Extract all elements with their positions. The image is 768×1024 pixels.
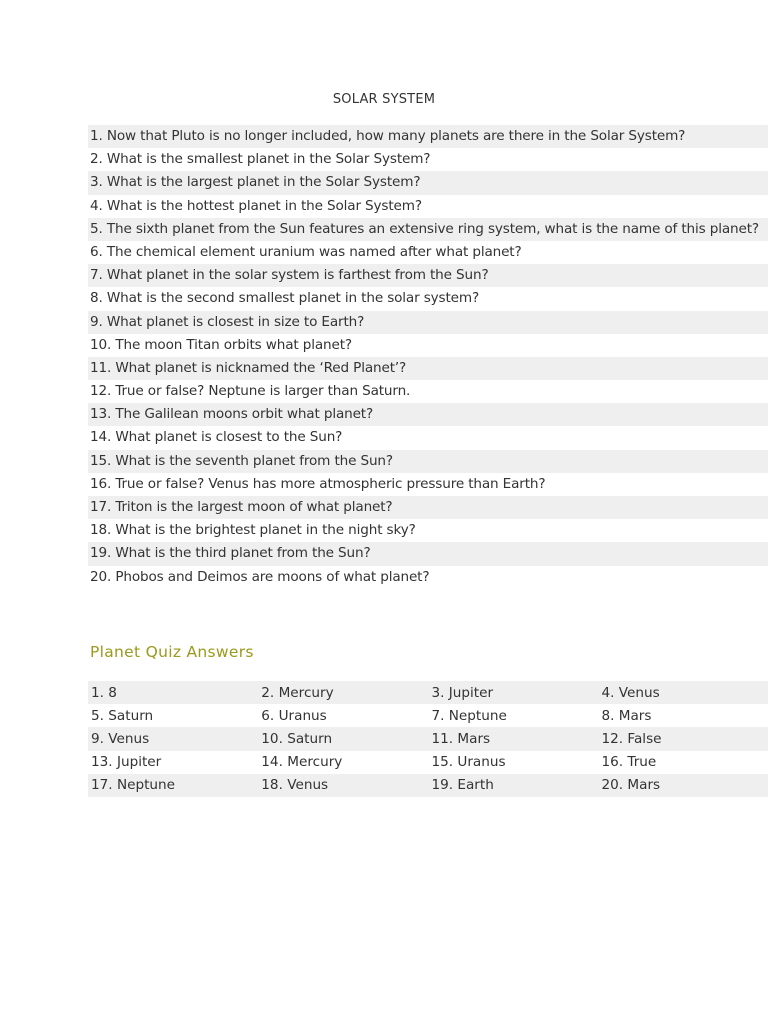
question-list xyxy=(88,125,768,589)
answers-row xyxy=(88,681,768,704)
answer-cell: 1. 8 xyxy=(88,681,258,704)
question-item: 19. What is the third planet from the Sun? xyxy=(88,542,768,565)
answers-row xyxy=(88,774,768,797)
question-item: 6. The chemical element uranium was named after what planet? xyxy=(90,243,522,260)
answer-cell: 4. Venus xyxy=(598,681,768,704)
answer-cell: 16. True xyxy=(601,754,657,771)
answers-row xyxy=(88,751,768,774)
answer-cell: 19. Earth xyxy=(428,774,598,797)
answer-cell: 14. Mercury xyxy=(261,754,343,771)
answers-table xyxy=(88,681,768,797)
answer-cell: 9. Venus xyxy=(88,727,258,750)
answers-row xyxy=(88,704,768,727)
answer-cell: 3. Jupiter xyxy=(428,681,598,704)
question-item: 13. The Galilean moons orbit what planet? xyxy=(88,403,768,426)
question-item: 2. What is the smallest planet in the Solar System? xyxy=(90,151,431,168)
answer-cell: 11. Mars xyxy=(428,727,598,750)
question-item: 8. What is the second smallest planet in the solar system? xyxy=(90,290,480,307)
answers-heading: Planet Quiz Answers xyxy=(90,643,254,661)
question-item: 15. What is the seventh planet from the Sun? xyxy=(88,450,768,473)
answers-row xyxy=(88,727,768,750)
question-item: 11. What planet is nicknamed the ‘Red Planet’? xyxy=(88,357,768,380)
answer-cell: 15. Uranus xyxy=(431,754,506,771)
answer-cell: 7. Neptune xyxy=(431,707,507,724)
question-item: 12. True or false? Neptune is larger than Saturn. xyxy=(90,383,411,400)
question-item: 18. What is the brightest planet in the night sky? xyxy=(90,522,416,539)
question-item: 17. Triton is the largest moon of what planet? xyxy=(88,496,768,519)
answer-cell: 8. Mars xyxy=(601,707,652,724)
question-item: 7. What planet in the solar system is farthest from the Sun? xyxy=(88,264,768,287)
answer-cell: 6. Uranus xyxy=(261,707,327,724)
question-item: 20. Phobos and Deimos are moons of what planet? xyxy=(90,568,430,585)
answer-cell: 20. Mars xyxy=(598,774,768,797)
question-item: 14. What planet is closest to the Sun? xyxy=(90,429,343,446)
answer-cell: 13. Jupiter xyxy=(91,754,162,771)
question-item: 10. The moon Titan orbits what planet? xyxy=(90,336,352,353)
answer-cell: 17. Neptune xyxy=(88,774,258,797)
question-item: 9. What planet is closest in size to Earth? xyxy=(88,311,768,334)
question-item: 16. True or false? Venus has more atmospheric pressure than Earth? xyxy=(90,475,546,492)
question-item: 3. What is the largest planet in the Solar System? xyxy=(88,171,768,194)
answer-cell: 10. Saturn xyxy=(258,727,428,750)
answer-cell: 2. Mercury xyxy=(258,681,428,704)
question-item: 4. What is the hottest planet in the Solar System? xyxy=(90,197,422,214)
answer-cell: 18. Venus xyxy=(258,774,428,797)
answer-cell: 12. False xyxy=(598,727,768,750)
page-title: SOLAR SYSTEM xyxy=(332,92,436,107)
answer-cell: 5. Saturn xyxy=(91,707,154,724)
question-item: 5. The sixth planet from the Sun features an extensive ring system, what is the name of this planet? xyxy=(88,218,768,241)
question-item: 1. Now that Pluto is no longer included, how many planets are there in the Solar System? xyxy=(88,125,768,148)
